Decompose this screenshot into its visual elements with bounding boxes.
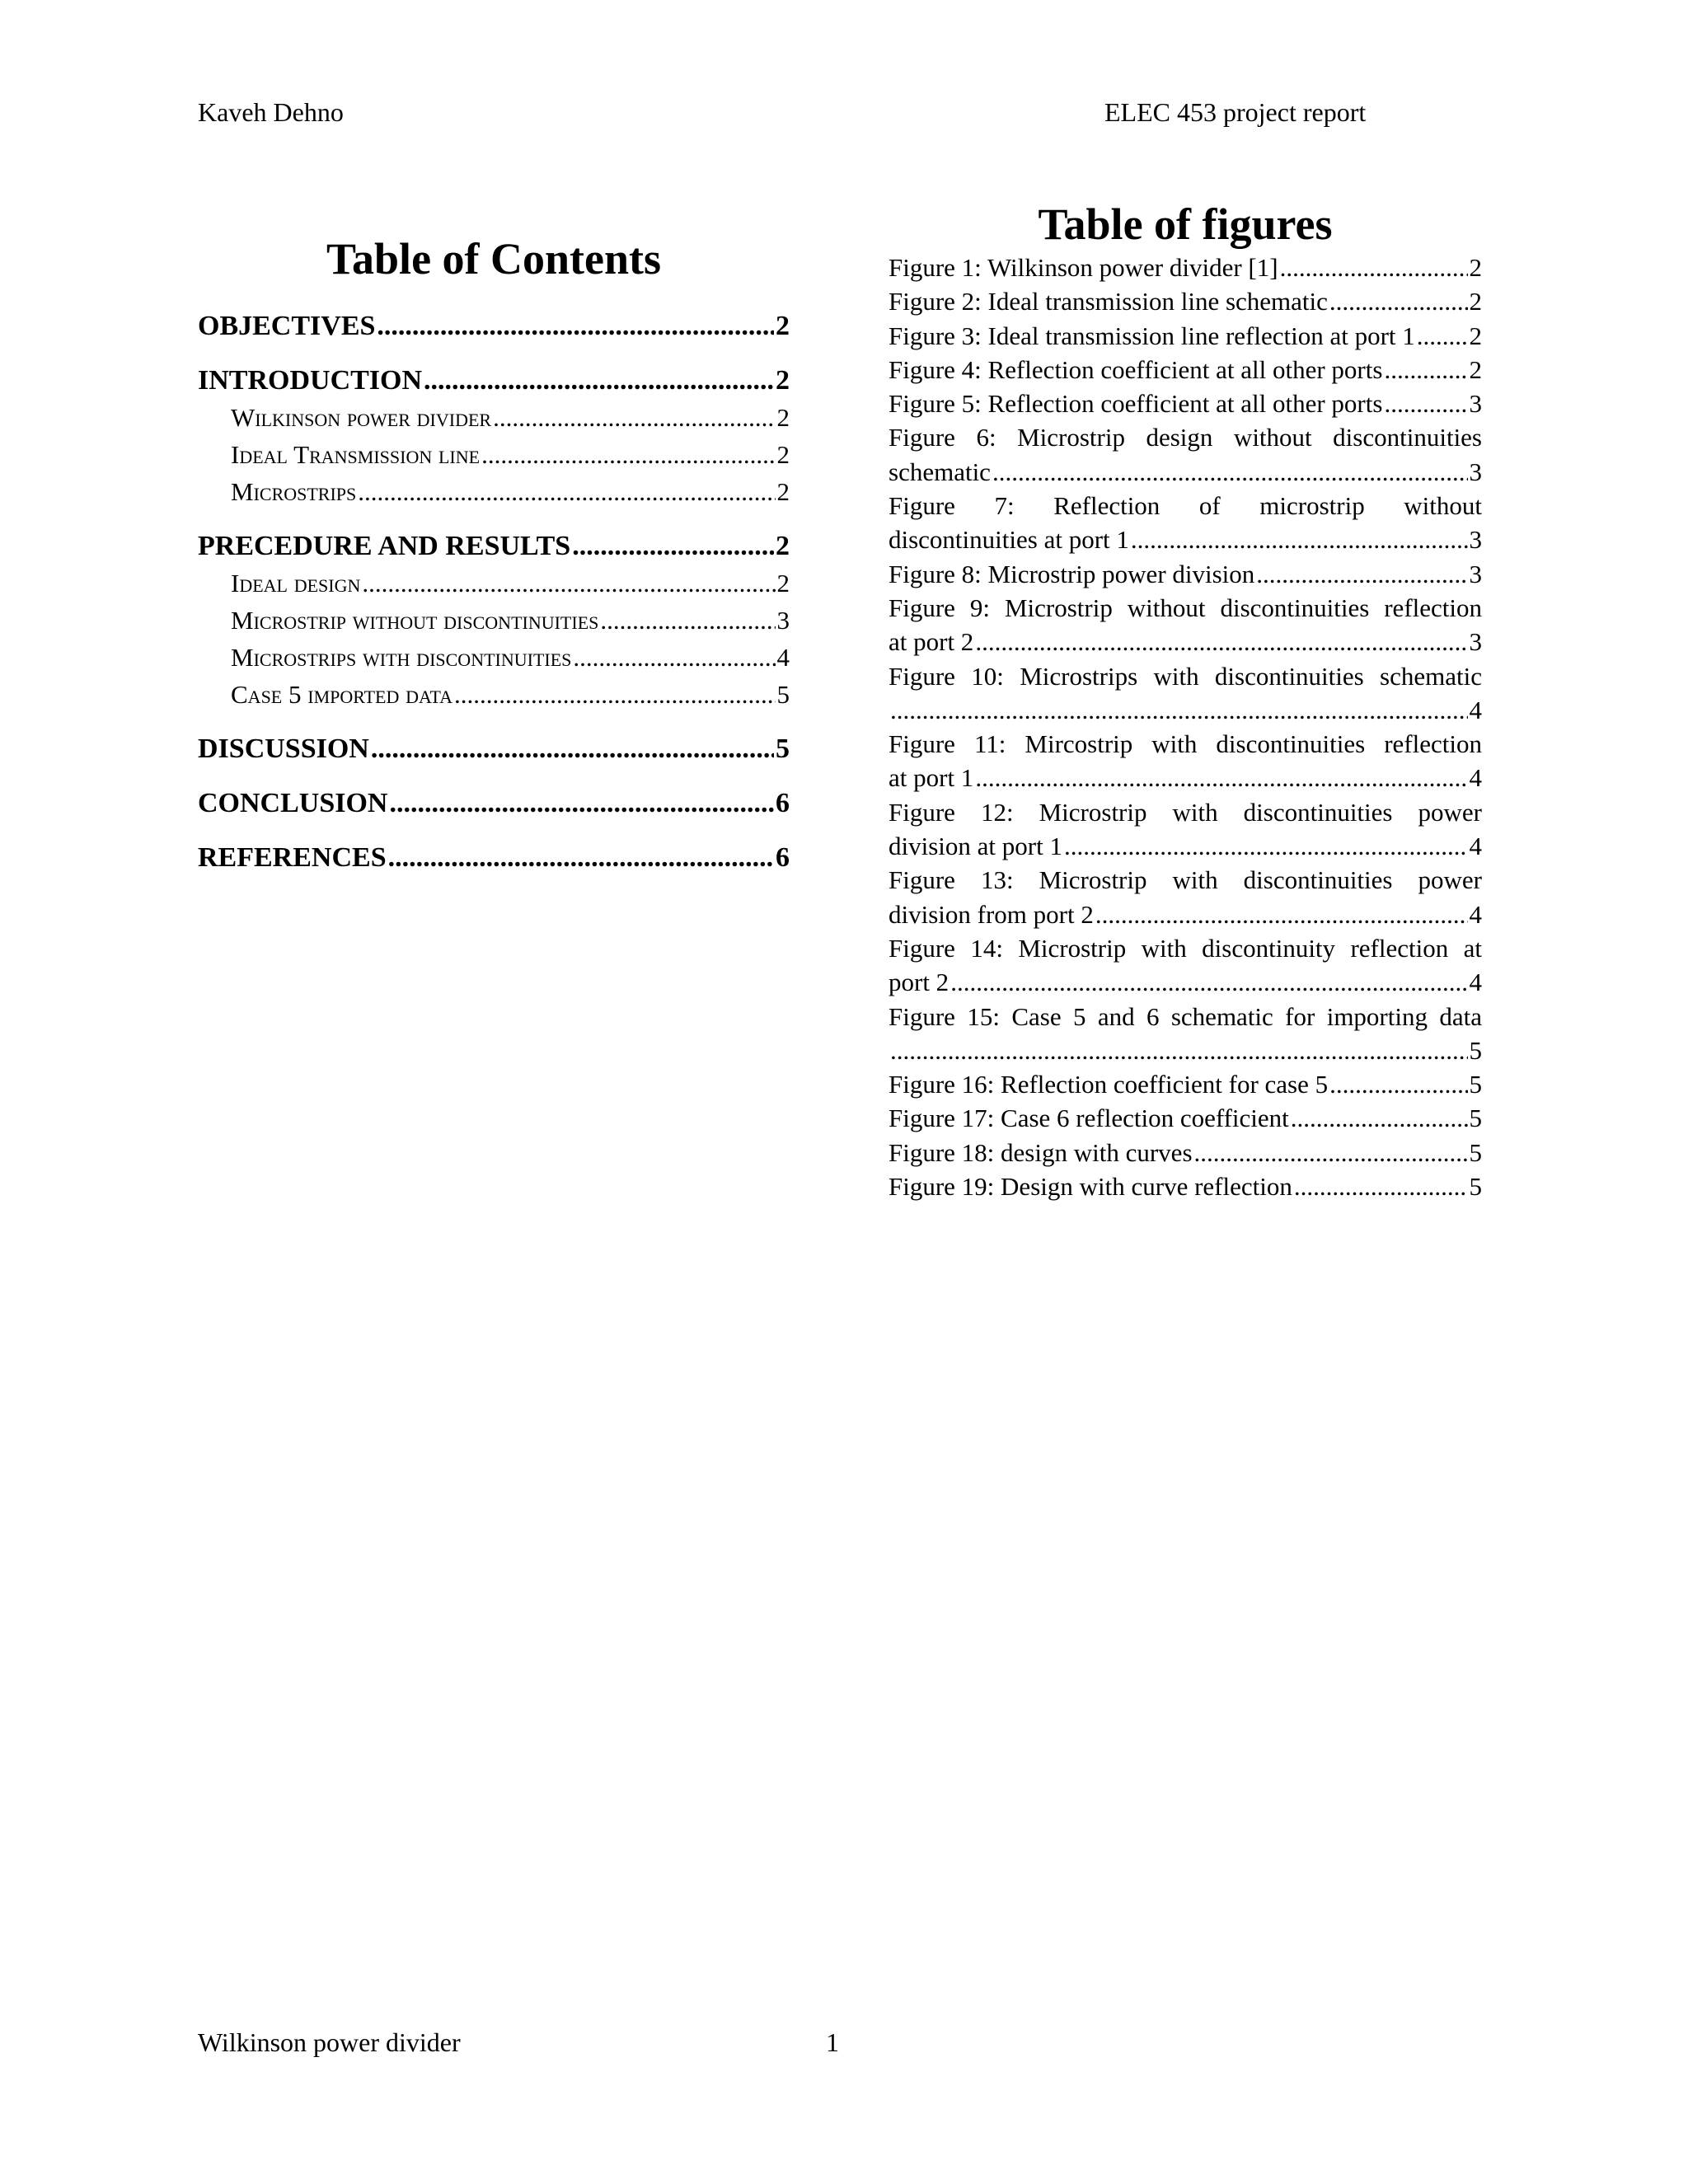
dot-leader bbox=[1294, 1169, 1468, 1203]
footer-document-title: Wilkinson power divider bbox=[198, 2027, 461, 2057]
toc-entry-label: Microstrips with discontinuities bbox=[231, 643, 572, 672]
toc-entry-label: DISCUSSION bbox=[198, 733, 369, 764]
dot-leader bbox=[1064, 829, 1468, 863]
header-author: Kaveh Dehno bbox=[198, 97, 344, 127]
figure-entry-text: Figure 4: Reflection coefficient at all other ports bbox=[889, 354, 1383, 384]
figure-entry-text: Figure 14: Microstrip with discontinuity reflection at bbox=[889, 933, 1482, 963]
figure-entry-page: 5 bbox=[1469, 1137, 1482, 1167]
figure-entry-text: Figure 9: Microstrip without discontinuities reflection bbox=[889, 593, 1482, 622]
dot-leader bbox=[389, 785, 774, 822]
figure-entry-page: 3 bbox=[1469, 389, 1482, 419]
figure-entry-text: at port 2 bbox=[889, 627, 974, 657]
figure-entry-text: Figure 11: Mircostrip with discontinuities reflection bbox=[889, 729, 1482, 759]
figure-entry-text: Figure 19: Design with curve reflection bbox=[889, 1172, 1292, 1202]
figure-entry-page: 5 bbox=[1469, 1070, 1482, 1099]
figure-entry[interactable] bbox=[889, 1136, 1482, 1169]
figure-entry[interactable] bbox=[889, 420, 1482, 489]
dot-leader bbox=[1291, 1101, 1468, 1135]
dot-leader bbox=[362, 565, 775, 602]
dot-leader bbox=[493, 399, 775, 436]
toc-entry-page: 6 bbox=[776, 788, 790, 818]
dot-leader bbox=[1384, 387, 1467, 420]
dot-leader bbox=[454, 676, 775, 713]
figure-entry-text: discontinuities at port 1 bbox=[889, 525, 1129, 555]
dot-leader bbox=[950, 965, 1467, 999]
dot-leader bbox=[377, 308, 774, 344]
toc-title: Table of Contents bbox=[326, 234, 662, 284]
toc-list bbox=[198, 308, 790, 876]
toc-section-entry[interactable] bbox=[198, 363, 790, 399]
dot-leader bbox=[890, 1033, 1468, 1067]
figure-entry-page: 3 bbox=[1469, 627, 1482, 657]
toc-section-entry[interactable] bbox=[198, 308, 790, 344]
figure-entry-page: 4 bbox=[1469, 832, 1482, 861]
toc-entry-label: REFERENCES bbox=[198, 842, 387, 873]
toc-entry-label: Wilkinson power divider bbox=[231, 403, 492, 432]
dot-leader bbox=[600, 602, 775, 639]
dot-leader bbox=[388, 840, 774, 876]
toc-subsection-entry[interactable] bbox=[198, 565, 790, 602]
footer-page-number: 1 bbox=[826, 2027, 839, 2057]
toc-entry-page: 2 bbox=[776, 403, 790, 432]
dot-leader bbox=[1329, 1067, 1467, 1101]
figure-entry-text: Figure 2: Ideal transmission line schematic bbox=[889, 287, 1328, 316]
toc-entry-page: 2 bbox=[776, 440, 790, 469]
toc-entry-page: 5 bbox=[776, 733, 790, 764]
figure-entry-page: 4 bbox=[1469, 968, 1482, 997]
figure-entry[interactable] bbox=[889, 659, 1482, 728]
dot-leader bbox=[481, 436, 775, 473]
toc-entry-label: OBJECTIVES bbox=[198, 311, 376, 341]
figure-entry[interactable] bbox=[889, 863, 1482, 931]
figure-entry[interactable] bbox=[889, 1067, 1482, 1101]
dot-leader bbox=[1131, 523, 1468, 556]
toc-entry-label: Microstrips bbox=[231, 477, 357, 506]
toc-entry-page: 2 bbox=[776, 311, 790, 341]
figure-entry[interactable] bbox=[889, 591, 1482, 659]
dot-leader bbox=[890, 693, 1468, 727]
figure-entry-page: 4 bbox=[1469, 763, 1482, 793]
figure-entry[interactable] bbox=[889, 284, 1482, 318]
figure-entry-text: division from port 2 bbox=[889, 899, 1094, 929]
toc-entry-page: 3 bbox=[776, 606, 790, 635]
figure-entry-page: 3 bbox=[1469, 559, 1482, 588]
figure-entry-text: Figure 15: Case 5 and 6 schematic for importing data bbox=[889, 1001, 1482, 1031]
toc-entry-page: 2 bbox=[776, 365, 790, 396]
dot-leader bbox=[975, 761, 1467, 794]
figure-entry[interactable] bbox=[889, 1101, 1482, 1135]
figure-entry-text: Figure 10: Microstrips with discontinuities schematic bbox=[889, 661, 1482, 691]
toc-subsection-entry[interactable] bbox=[198, 676, 790, 713]
figure-entry-text: Figure 18: design with curves bbox=[889, 1137, 1193, 1167]
dot-leader bbox=[1095, 898, 1468, 931]
toc-section-entry[interactable] bbox=[198, 528, 790, 565]
dot-leader bbox=[424, 363, 774, 399]
figure-entry-text: Figure 13: Microstrip with discontinuities power bbox=[889, 865, 1482, 895]
figure-entry[interactable] bbox=[889, 1169, 1482, 1203]
figure-entry-text: Figure 1: Wilkinson power divider [1] bbox=[889, 253, 1278, 282]
dot-leader bbox=[975, 625, 1467, 658]
toc-section-entry[interactable] bbox=[198, 785, 790, 822]
dot-leader bbox=[1194, 1136, 1468, 1169]
dot-leader bbox=[1256, 557, 1467, 591]
toc-entry-label: Ideal Transmission line bbox=[231, 440, 481, 469]
toc-entry-page: 5 bbox=[776, 680, 790, 709]
dot-leader bbox=[371, 731, 774, 767]
dot-leader bbox=[572, 528, 774, 565]
figure-entry-text: Figure 3: Ideal transmission line reflection at port 1 bbox=[889, 321, 1415, 350]
toc-entry-label: Ideal design bbox=[231, 569, 361, 598]
figure-entry-text: Figure 12: Microstrip with discontinuities power bbox=[889, 797, 1482, 827]
figure-entry-page: 2 bbox=[1469, 253, 1482, 282]
figure-entry-text: Figure 7: Reflection of microstrip without bbox=[889, 491, 1482, 521]
toc-entry-label: PRECEDURE AND RESULTS bbox=[198, 531, 571, 561]
figure-entry-text: Figure 5: Reflection coefficient at all other ports bbox=[889, 389, 1383, 419]
toc-entry-page: 2 bbox=[776, 569, 790, 598]
figure-entry[interactable] bbox=[889, 353, 1482, 387]
toc-subsection-entry[interactable] bbox=[198, 639, 790, 676]
table-of-contents bbox=[198, 232, 790, 876]
toc-subsection-entry[interactable] bbox=[198, 399, 790, 436]
figure-entry-page: 2 bbox=[1469, 354, 1482, 384]
figure-entry[interactable] bbox=[889, 557, 1482, 591]
toc-entry-page: 4 bbox=[776, 643, 790, 672]
figure-entry-page: 4 bbox=[1469, 695, 1482, 724]
figure-entry-page: 5 bbox=[1469, 1172, 1482, 1202]
figure-entry-text: Figure 8: Microstrip power division bbox=[889, 559, 1255, 588]
dot-leader bbox=[1417, 319, 1468, 353]
dot-leader bbox=[1329, 284, 1468, 318]
figures-list bbox=[889, 251, 1482, 1203]
figure-entry-text: schematic bbox=[889, 457, 991, 486]
figure-entry-text: port 2 bbox=[889, 968, 950, 997]
figure-entry[interactable] bbox=[889, 489, 1482, 557]
figure-entry-page: 2 bbox=[1469, 287, 1482, 316]
dot-leader bbox=[992, 455, 1468, 489]
toc-subsection-entry[interactable] bbox=[198, 602, 790, 639]
header-report-title: ELEC 453 project report bbox=[1104, 97, 1367, 127]
table-of-figures bbox=[889, 198, 1482, 1203]
figure-entry-text: Figure 17: Case 6 reflection coefficient bbox=[889, 1104, 1289, 1133]
figure-entry-page: 3 bbox=[1469, 525, 1482, 555]
figure-entry-page: 5 bbox=[1469, 1104, 1482, 1133]
figure-entry-page: 5 bbox=[1469, 1035, 1482, 1065]
figure-entry-page: 3 bbox=[1469, 457, 1482, 486]
figure-entry[interactable] bbox=[889, 795, 1482, 864]
figure-entry[interactable] bbox=[889, 387, 1482, 420]
figure-entry-page: 2 bbox=[1469, 321, 1482, 350]
dot-leader bbox=[358, 473, 775, 510]
figure-entry-text: Figure 16: Reflection coefficient for case 5 bbox=[889, 1070, 1329, 1099]
figure-entry-text: Figure 6: Microstrip design without discontinuities bbox=[889, 423, 1482, 452]
toc-section-entry[interactable] bbox=[198, 840, 790, 876]
figure-entry[interactable] bbox=[889, 931, 1482, 1000]
toc-subsection-entry[interactable] bbox=[198, 436, 790, 473]
figure-entry-text: division at port 1 bbox=[889, 832, 1062, 861]
toc-entry-label: CONCLUSION bbox=[198, 788, 388, 818]
figures-title: Table of figures bbox=[1038, 199, 1333, 249]
toc-entry-page: 2 bbox=[776, 531, 790, 561]
toc-entry-label: Microstrip without discontinuities bbox=[231, 606, 599, 635]
dot-leader bbox=[1384, 353, 1467, 387]
toc-section-entry[interactable] bbox=[198, 731, 790, 767]
toc-entry-page: 2 bbox=[776, 477, 790, 506]
toc-entry-label: INTRODUCTION bbox=[198, 365, 423, 396]
toc-subsection-entry[interactable] bbox=[198, 473, 790, 510]
figure-entry[interactable] bbox=[889, 1000, 1482, 1068]
figure-entry-page: 4 bbox=[1469, 899, 1482, 929]
dot-leader bbox=[1280, 251, 1468, 284]
figure-entry[interactable] bbox=[889, 727, 1482, 795]
figure-entry[interactable] bbox=[889, 251, 1482, 284]
toc-entry-label: Case 5 imported data bbox=[231, 680, 453, 709]
dot-leader bbox=[573, 639, 775, 676]
toc-entry-page: 6 bbox=[776, 842, 790, 873]
figure-entry[interactable] bbox=[889, 319, 1482, 353]
figure-entry-text: at port 1 bbox=[889, 763, 974, 793]
